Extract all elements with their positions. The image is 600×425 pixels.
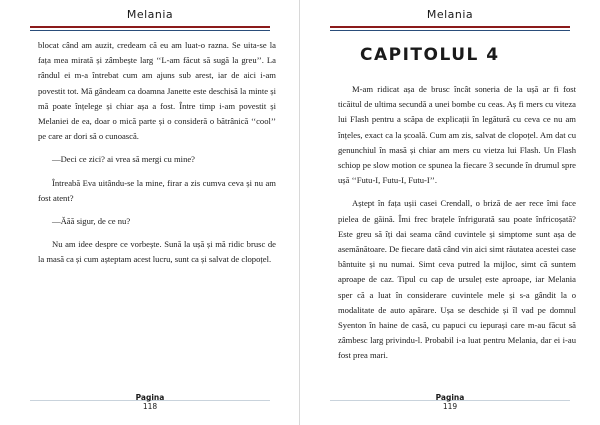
footer-label: Pagina xyxy=(435,393,465,402)
paragraph: Întreabă Eva uitându-se la mine, firar a zis cumva ceva și nu am fost atent? xyxy=(38,177,276,203)
footer-label: Pagina xyxy=(135,393,165,402)
body-text xyxy=(338,82,576,372)
page-number: 118 xyxy=(142,402,158,411)
right-page xyxy=(300,0,600,425)
page-number: 119 xyxy=(442,402,458,411)
paragraph: Nu am idee despre ce vorbește. Sună la ușă și mă ridic brusc de la masă ca și cum așteptam acest lucru, sunt ca și salvat de clopoțel. xyxy=(38,239,276,265)
body-text xyxy=(38,38,276,276)
chapter-title: CAPITOLUL 4 xyxy=(360,45,500,65)
dialogue-line: —Deci ce zici? ai vrea să mergi cu mine? xyxy=(52,154,195,165)
running-header: Melania xyxy=(126,8,174,21)
running-header: Melania xyxy=(426,8,474,21)
header-rule-blue xyxy=(30,30,270,31)
dialogue-line: —Ăăă sigur, de ce nu? xyxy=(52,216,131,227)
page-footer xyxy=(0,393,300,411)
header-rule-red xyxy=(330,26,570,28)
page-footer xyxy=(300,393,600,411)
header-rule-red xyxy=(30,26,270,28)
paragraph: M-am ridicat așa de brusc încât soneria de la ușă ar fi fost ticăitul de ultima secundă a unei bombe cu ceas. Aș fi mers cu viteza lui Flash pentru a scăpa de explicații în legătură cu ceva ce nu am înțeles, exact ca la școală. Cum am zis, salvat de clopoțel. Am dat cu genunchiul în masă și chiar am mers cu vietza lui Flash. Un Flash schiop pe slow motion ce spunea la fiecare 3 secunde în drumul spre ușă ‘‘Futu-I, Futu-I, Futu-I’’. xyxy=(338,84,576,186)
paragraph: Aștept în fața ușii casei Crendall, o briză de aer rece îmi face pielea de găină. Îmi frec brațele înfrigurată sau poate înfricoșată? Este greu să îți dai seama când cuvintele și simptome sunt așa de asemănătoare. De fiecare dată când vin aici simt răutatea acestei case bântuite și nu numai. Simt ceva putred la mijloc, simt că suntem aproape de caz. Tipul cu cap de ursuleț este aproape, iar Melania sper că a luat în considerare cuvintele mele și s-a gândit la o modalitate de auto apărare. Ușa se deschide și îl vad pe domnul Syenton în haine de casă, cu papuci cu iepurași care m-au făcut să zâmbesc larg privindu-l. Probabil i-a luat pentru Melania, dar ei i-au fost prea mari. xyxy=(338,198,576,361)
paragraph: blocat când am auzit, credeam că eu am luat-o razna. Se uita-se la fața mea mirată și zâmbește larg ‘‘L-am făcut să sugă la greu’’. La rândul ei m-a întrebat cum am ajuns sub arest, iar de aici i-am povestit tot. Mă gândeam ca doamna Janette este deschisă la minte și mă poate înțelege și chiar așa a fost. Între timp i-am povestit și Melaniei de ea, doar o mică parte și o consideră o bătrânică ‘‘cool’’ pe care ar dori să o cunoască. xyxy=(38,40,276,142)
header-rule-blue xyxy=(330,30,570,31)
